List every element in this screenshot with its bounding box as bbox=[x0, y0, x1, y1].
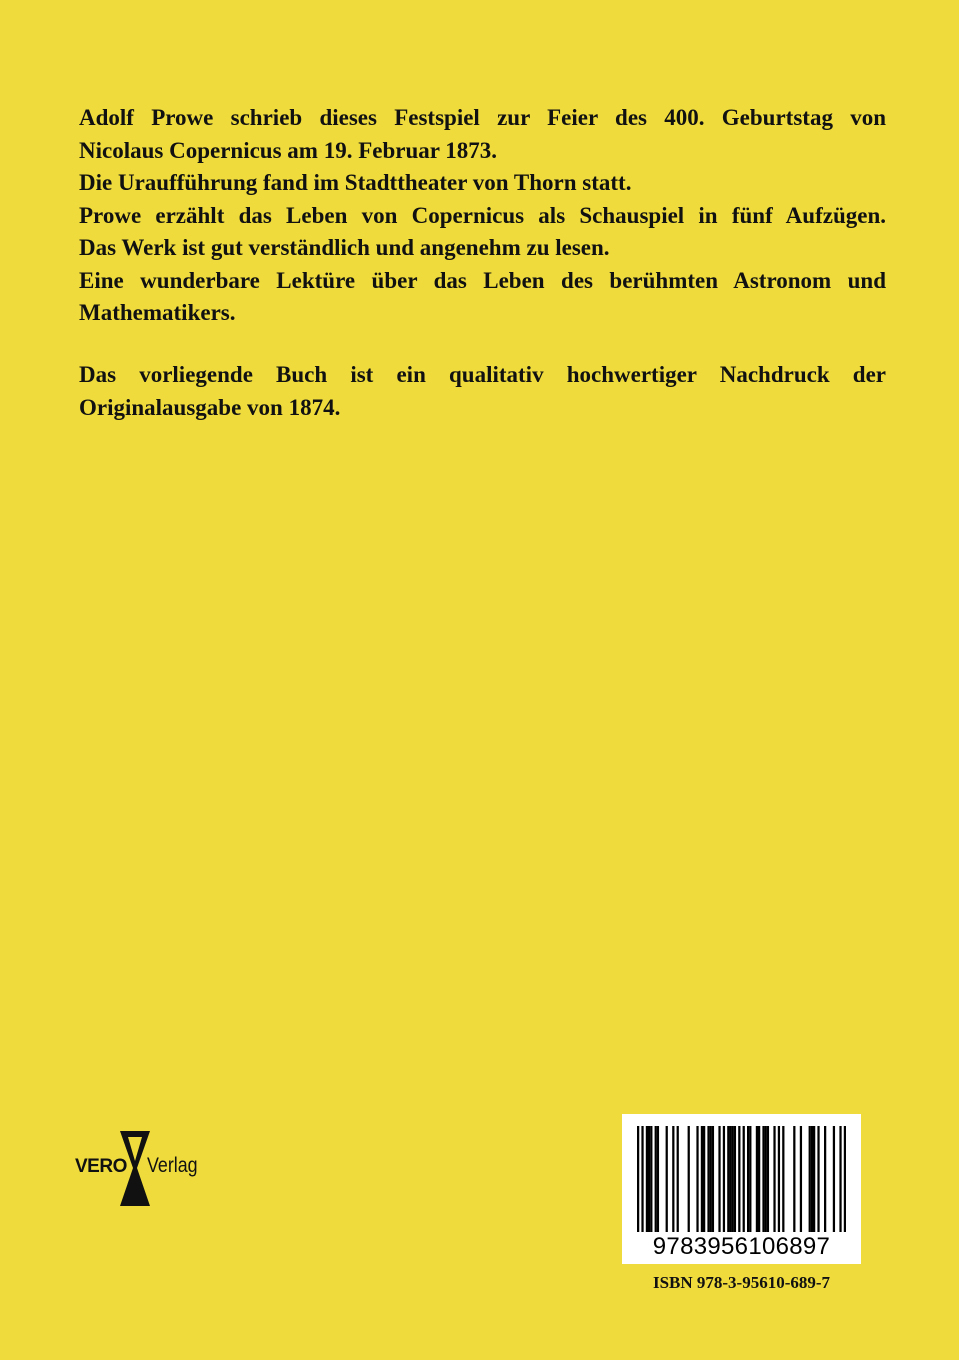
barcode-bar bbox=[657, 1126, 659, 1232]
blurb-line: Mathematikers. bbox=[79, 300, 236, 325]
barcode-bar bbox=[655, 1126, 657, 1232]
barcode-bar bbox=[762, 1126, 764, 1232]
logo-vero-text: VERO bbox=[75, 1156, 127, 1177]
barcode-bar bbox=[677, 1126, 679, 1232]
barcode-bar bbox=[793, 1126, 795, 1232]
barcode-bar bbox=[672, 1126, 674, 1232]
blurb-line: Eine wunderbare Lektüre über das Leben des berühmten Astronom und bbox=[79, 267, 886, 293]
barcode-bar bbox=[696, 1126, 698, 1232]
barcode-bar bbox=[734, 1126, 736, 1232]
logo-verlag-text: Verlag bbox=[147, 1154, 198, 1177]
barcode-bar bbox=[747, 1126, 749, 1232]
barcode-bar bbox=[703, 1126, 705, 1232]
barcode-bar bbox=[729, 1126, 731, 1232]
barcode-bar bbox=[844, 1126, 846, 1232]
barcode-bar bbox=[817, 1126, 819, 1232]
barcode-bar bbox=[648, 1126, 650, 1232]
blurb-line: Adolf Prowe schrieb dieses Festspiel zur Feier des 400. Geburtstag von bbox=[79, 105, 886, 130]
barcode-bar bbox=[833, 1126, 835, 1232]
blurb-line: Nicolaus Copernicus am 19. Februar 1873. bbox=[79, 137, 498, 163]
barcode-bar bbox=[743, 1126, 745, 1232]
barcode-bar bbox=[809, 1126, 811, 1232]
barcode-bar bbox=[650, 1126, 652, 1232]
barcode-bar bbox=[710, 1126, 712, 1232]
barcode-bar bbox=[800, 1126, 802, 1232]
barcode-bar bbox=[718, 1126, 720, 1232]
barcode-bar bbox=[688, 1126, 690, 1232]
barcode-bar bbox=[811, 1126, 813, 1232]
barcode-bar bbox=[749, 1126, 751, 1232]
barcode-bars bbox=[637, 1126, 846, 1232]
barcode-bar bbox=[637, 1126, 639, 1232]
barcode-bar bbox=[782, 1126, 784, 1232]
barcode-bar bbox=[666, 1126, 668, 1232]
hourglass-mark-icon bbox=[120, 1131, 150, 1206]
barcode-bar bbox=[778, 1126, 780, 1232]
blurb-line: Die Uraufführung fand im Stadttheater von Thorn statt. bbox=[79, 170, 632, 195]
barcode-bar bbox=[824, 1126, 826, 1232]
barcode-bar bbox=[773, 1126, 775, 1232]
reprint-note-line: Originalausgabe von 1874. bbox=[79, 394, 341, 420]
blurb-line: Prowe erzählt das Leben von Copernicus als Schauspiel in fünf Aufzügen. bbox=[79, 202, 886, 228]
barcode-digits: 9783956106897 bbox=[652, 1233, 831, 1260]
barcode-bar bbox=[641, 1126, 643, 1232]
barcode-bar bbox=[756, 1126, 758, 1232]
barcode-bar bbox=[701, 1126, 703, 1232]
barcode-bar bbox=[727, 1126, 729, 1232]
barcode-bar bbox=[723, 1126, 725, 1232]
barcode-bar bbox=[767, 1126, 769, 1232]
barcode-bar bbox=[738, 1126, 740, 1232]
barcode-bar bbox=[707, 1126, 709, 1232]
barcode-bar bbox=[732, 1126, 734, 1232]
barcode-bar bbox=[758, 1126, 760, 1232]
barcode-bar bbox=[712, 1126, 714, 1232]
isbn-label: ISBN 978-3-95610-689-7 bbox=[652, 1273, 831, 1292]
barcode-bar bbox=[646, 1126, 648, 1232]
barcode-bar bbox=[765, 1126, 767, 1232]
barcode bbox=[622, 1114, 861, 1264]
barcode-bar bbox=[813, 1126, 815, 1232]
publisher-logo bbox=[75, 1131, 205, 1206]
barcode-bar bbox=[839, 1126, 841, 1232]
blurb-line: Das Werk ist gut verständlich und angenehm zu lesen. bbox=[79, 235, 610, 260]
reprint-note bbox=[79, 359, 886, 424]
reprint-note-line: Das vorliegende Buch ist ein qualitativ hochwertiger Nachdruck der bbox=[79, 362, 886, 387]
blurb-paragraph bbox=[79, 102, 886, 330]
